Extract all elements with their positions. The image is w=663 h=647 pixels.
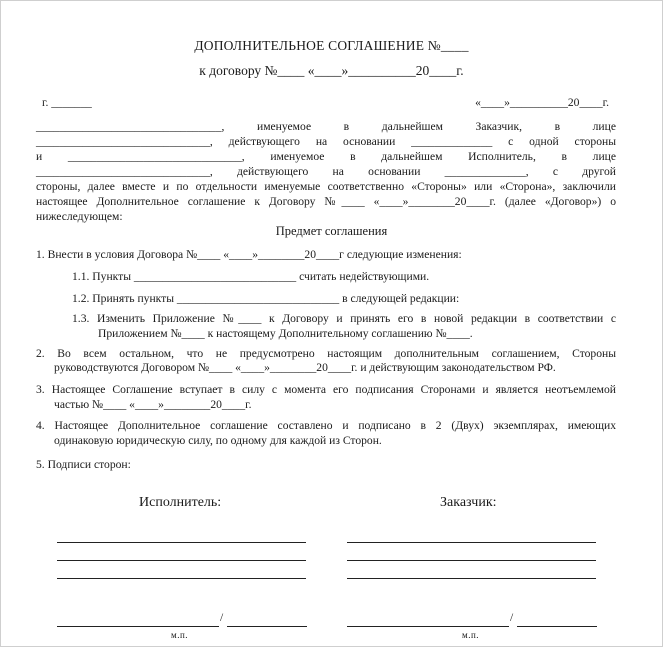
intro-line: ______________________________, действующего на основании ______________ с одной стороны [36, 135, 616, 148]
customer-signature-title: Заказчик: [440, 495, 497, 510]
section-title: Предмет соглашения [275, 224, 388, 238]
intro-line: ______________________________, действующего на основании ______________, с другой [36, 165, 616, 178]
list-item-2: 2. Во всем остальном, что не предусмотрено настоящим дополнительным соглашением, Стороны [36, 347, 616, 360]
intro-line: нижеследующем: [36, 210, 123, 223]
executor-signature-line [57, 560, 306, 561]
customer-signature-line [347, 560, 596, 561]
list-item-5: 5. Подписи сторон: [36, 458, 131, 471]
customer-sign-field [347, 626, 509, 627]
city-line: г. _______ [42, 96, 92, 109]
list-item-3-cont: частью №____ «____»________20____г. [54, 398, 252, 411]
list-item-1-2: 1.2. Принять пункты ____________________________ в следующей редакции: [72, 292, 460, 305]
customer-signature-line [347, 578, 596, 579]
customer-signature-line [347, 542, 596, 543]
list-item-4: 4. Настоящее Дополнительное соглашение составлено и подписано в 2 (Двух) экземплярах, имеющих [36, 419, 616, 432]
list-item-2-cont: руководствуются Договором №____ «____»________20____г. и действующим законодательством РФ. [54, 361, 556, 374]
intro-line: ________________________________, именуемое в дальнейшем Заказчик, в лице [36, 120, 616, 133]
executor-signature-title: Исполнитель: [139, 495, 222, 510]
intro-line: стороны, далее вместе и по отдельности именуемые соответственно «Стороны» или «Сторона», заключили [36, 180, 616, 193]
executor-signature-line [57, 542, 306, 543]
list-item-1: 1. Внести в условия Договора №____ «____»________20____г следующие изменения: [36, 248, 462, 261]
customer-sign-slash: / [510, 611, 514, 624]
executor-signature-line [57, 578, 306, 579]
executor-name-field [227, 626, 307, 627]
executor-sign-field [57, 626, 219, 627]
document-subtitle: к договору №____ «____»__________20____г. [199, 63, 464, 78]
list-item-1-1: 1.1. Пункты ____________________________ считать недействующими. [72, 270, 430, 283]
customer-name-field [517, 626, 597, 627]
customer-stamp-label: м.п. [462, 630, 480, 640]
date-line: «____»__________20____г. [475, 96, 609, 109]
list-item-3: 3. Настоящее Соглашение вступает в силу с момента его подписания Сторонами и является неотъемлемой [36, 383, 616, 396]
document-title: ДОПОЛНИТЕЛЬНОЕ СОГЛАШЕНИЕ №____ [194, 38, 469, 53]
executor-sign-slash: / [220, 611, 224, 624]
intro-line: настоящее Дополнительное соглашение к Договору №____ «____»________20____г. (далее «Договор») о [36, 195, 616, 208]
intro-line: и ______________________________, именуемое в дальнейшем Исполнитель, в лице [36, 150, 616, 163]
executor-stamp-label: м.п. [171, 630, 189, 640]
list-item-1-3: 1.3. Изменить Приложение №____ к Договору и принять его в новой редакции в соответствии с [72, 312, 616, 325]
list-item-1-3-cont: Приложением №____ к настоящему Дополнительному соглашению №____. [98, 327, 473, 340]
list-item-4-cont: одинаковую юридическую силу, по одному для каждой из Сторон. [54, 434, 382, 447]
